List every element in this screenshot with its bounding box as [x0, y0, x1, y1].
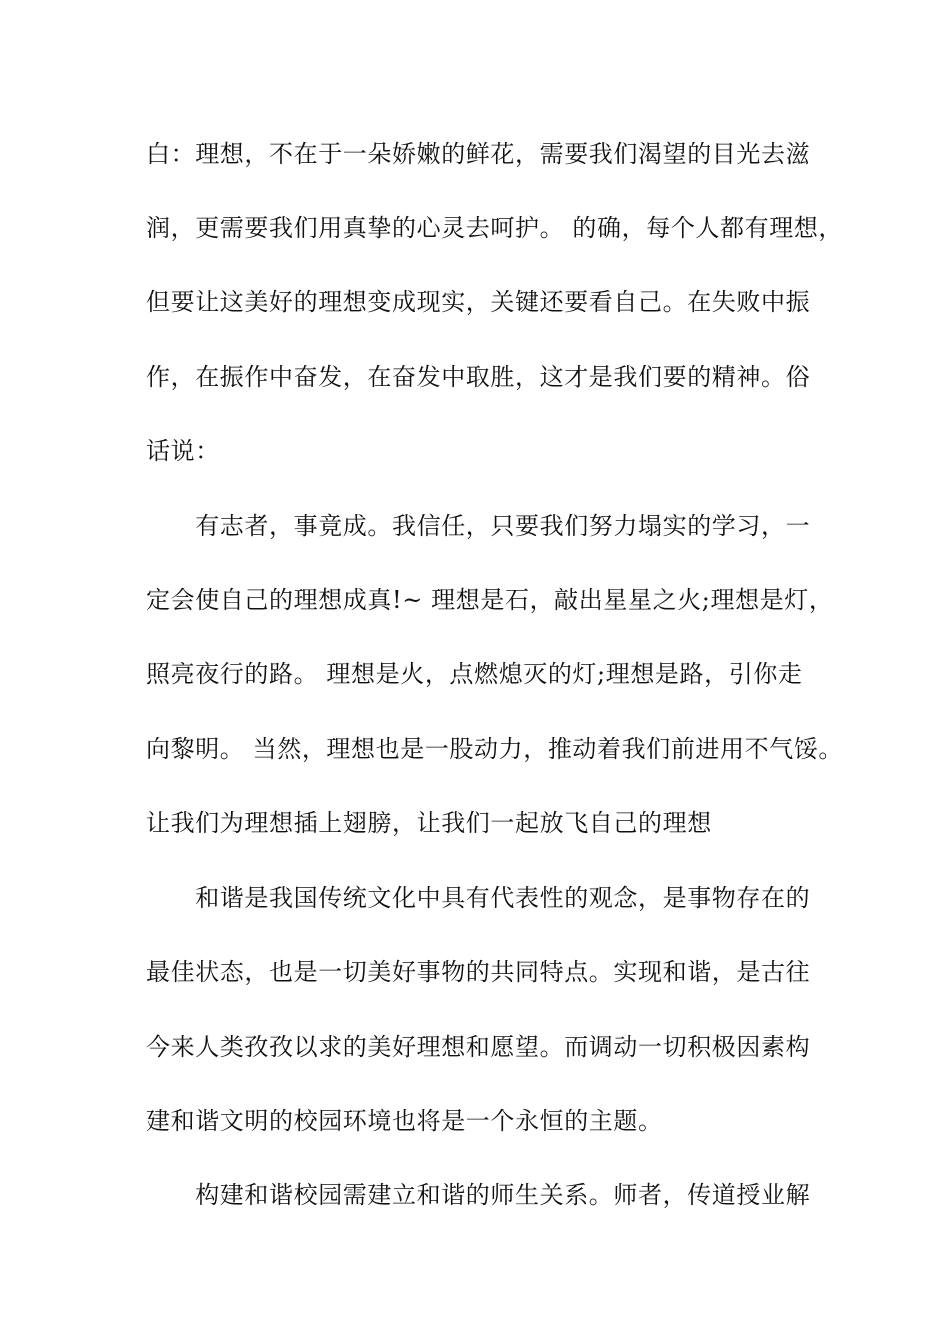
text-line: 建和谐文明的校园环境也将是一个永恒的主题。: [146, 1107, 663, 1135]
text-line: 向黎明。 当然，理想也是一股动力，推动着我们前进用不气馁。: [146, 735, 844, 763]
text-line: 构建和谐校园需建立和谐的师生关系。师者，传道授业解: [146, 1181, 811, 1209]
text-line: 白：理想，不在于一朵娇嫩的鲜花，需要我们渴望的目光去滋: [146, 140, 811, 168]
text-line: 今来人类孜孜以求的美好理想和愿望。而调动一切积极因素构: [146, 1033, 811, 1061]
text-line: 话说：: [146, 437, 220, 465]
text-line: 照亮夜行的路。 理想是火，点燃熄灭的灯;理想是路，引你走: [146, 660, 803, 688]
text-line: 但要让这美好的理想变成现实，关键还要看自己。在失败中振: [146, 288, 811, 316]
text-line: 和谐是我国传统文化中具有代表性的观念，是事物存在的: [146, 884, 811, 912]
text-line: 定会使自己的理想成真!~ 理想是石，敲出星星之火;理想是灯，: [146, 586, 834, 614]
text-line: 最佳状态，也是一切美好事物的共同特点。实现和谐，是古往: [146, 958, 811, 986]
text-line: 有志者，事竟成。我信任，只要我们努力塌实的学习，一: [146, 512, 811, 540]
text-line: 让我们为理想插上翅膀，让我们一起放飞自己的理想: [146, 809, 712, 837]
text-line: 作，在振作中奋发，在奋发中取胜，这才是我们要的精神。俗: [146, 363, 811, 391]
text-line: 润，更需要我们用真挚的心灵去呵护。 的确，每个人都有理想，: [146, 214, 844, 242]
